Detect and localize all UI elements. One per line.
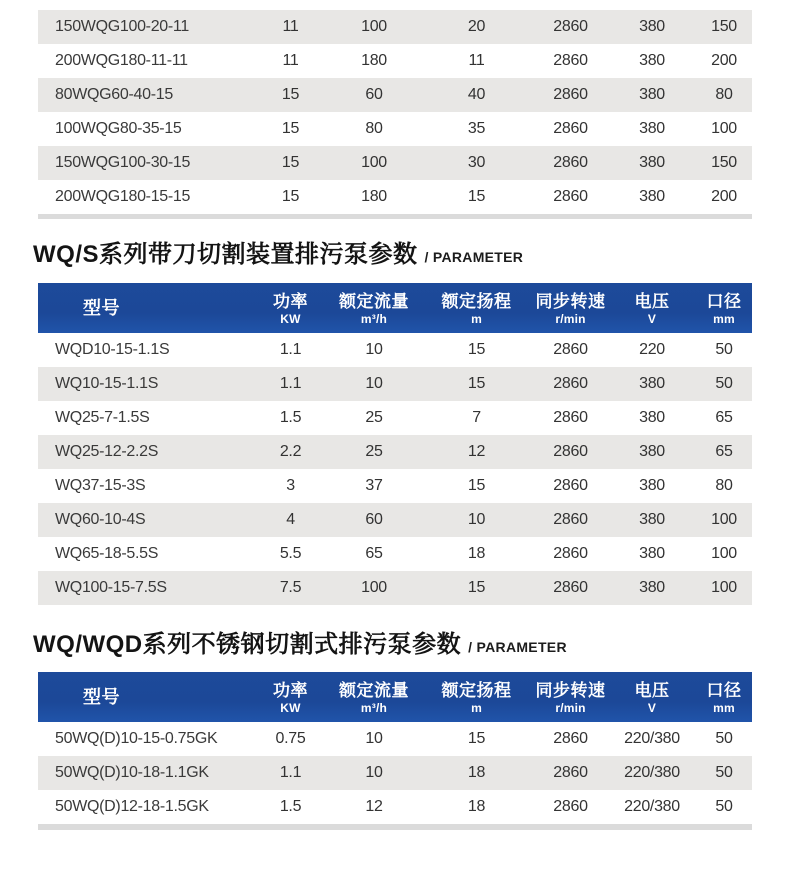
header-voltage-unit: V: [647, 311, 657, 326]
header-flow-label: 额定流量: [339, 680, 409, 700]
value-cell: 60: [365, 511, 383, 528]
header-diameter-unit: mm: [713, 311, 735, 326]
value-cell: 11: [282, 52, 299, 69]
value-cell: 100: [361, 154, 387, 171]
header-flow-unit: m³/h: [360, 311, 388, 326]
wqwqd-table-header: [38, 672, 752, 722]
header-speed-unit: r/min: [555, 700, 586, 715]
value-cell: 2860: [553, 188, 588, 205]
value-cell: 100: [711, 511, 737, 528]
header-power-unit: KW: [280, 311, 301, 326]
header-flow-label: 额定流量: [339, 291, 409, 311]
header-head-unit: m: [471, 311, 482, 326]
value-cell: 80: [715, 86, 733, 103]
table-row: [38, 722, 752, 756]
header-diameter-unit: mm: [713, 700, 735, 715]
value-cell: 15: [281, 86, 300, 103]
value-cell: 1.1: [279, 341, 302, 358]
model-cell: 50WQ(D)10-18-1.1GK: [55, 764, 209, 781]
value-cell: 100: [711, 120, 737, 137]
value-cell: 150: [711, 18, 737, 35]
value-cell: 65: [365, 545, 383, 562]
value-cell: 2860: [553, 341, 588, 358]
header-speed-label: 同步转速: [535, 680, 606, 700]
table-row: [38, 790, 752, 824]
value-cell: 15: [281, 154, 300, 171]
table-row: [38, 78, 752, 112]
header-diameter-label: 口径: [706, 680, 742, 700]
table-row: [38, 333, 752, 367]
value-cell: 380: [639, 86, 665, 103]
value-cell: 15: [467, 375, 486, 392]
header-model-label: 型号: [83, 687, 120, 707]
header-model-column: [38, 283, 253, 333]
value-cell: 2860: [553, 579, 588, 596]
value-cell: 380: [639, 52, 665, 69]
value-cell: 2860: [553, 764, 588, 781]
value-cell: 220/380: [624, 798, 680, 815]
value-cell: 2860: [553, 18, 588, 35]
model-cell: 200WQG180-15-15: [55, 188, 191, 205]
header-diameter-label: 口径: [706, 291, 742, 311]
value-cell: 20: [467, 18, 486, 35]
value-cell: 15: [467, 477, 486, 494]
table-row: [38, 367, 752, 401]
value-cell: 220/380: [624, 730, 680, 747]
table-row: [38, 469, 752, 503]
model-cell: WQ37-15-3S: [55, 477, 146, 494]
value-cell: 220: [639, 341, 665, 358]
value-cell: 2.2: [279, 443, 302, 460]
value-cell: 100: [361, 18, 387, 35]
header-head-unit: m: [471, 700, 482, 715]
value-cell: 100: [361, 579, 387, 596]
header-diameter-column: [696, 672, 752, 722]
value-cell: 2860: [553, 477, 588, 494]
value-cell: 380: [639, 579, 665, 596]
value-cell: 10: [365, 375, 383, 392]
table-row: [38, 146, 752, 180]
wqg-table-body: [38, 10, 752, 214]
value-cell: 80: [715, 477, 733, 494]
wqwqd-parameter-table: [38, 722, 752, 824]
value-cell: 1.1: [279, 764, 302, 781]
value-cell: 12: [365, 798, 383, 815]
table-row: [38, 10, 752, 44]
value-cell: 18: [467, 798, 486, 815]
value-cell: 50: [715, 764, 733, 781]
wqs-table-body: [38, 333, 752, 605]
value-cell: 2860: [553, 154, 588, 171]
value-cell: 25: [365, 409, 383, 426]
header-speed-unit: r/min: [555, 311, 586, 326]
model-cell: WQ25-7-1.5S: [55, 409, 150, 426]
value-cell: 4: [286, 511, 295, 528]
header-flow-unit: m³/h: [360, 700, 388, 715]
value-cell: 11: [282, 18, 299, 35]
table-row: [38, 180, 752, 214]
value-cell: 7.5: [279, 579, 302, 596]
table-row: [38, 756, 752, 790]
header-voltage-label: 电压: [634, 291, 670, 311]
table-row: [38, 571, 752, 605]
value-cell: 380: [639, 409, 665, 426]
header-power-column: [253, 672, 328, 722]
value-cell: 380: [639, 154, 665, 171]
model-cell: 100WQG80-35-15: [55, 120, 182, 137]
value-cell: 200: [711, 188, 737, 205]
value-cell: 30: [467, 154, 486, 171]
value-cell: 2860: [553, 375, 588, 392]
value-cell: 60: [365, 86, 383, 103]
header-model-column: [38, 672, 253, 722]
value-cell: 380: [639, 18, 665, 35]
wqg-parameter-table: [38, 10, 752, 214]
table-row: [38, 503, 752, 537]
header-head-column: [420, 283, 533, 333]
section-divider: [38, 214, 752, 219]
model-cell: 80WQG60-40-15: [55, 86, 173, 103]
value-cell: 150: [711, 154, 737, 171]
section-title-text: WQ/S系列带刀切割装置排污泵参数: [33, 241, 418, 268]
table-row: [38, 44, 752, 78]
header-model-label: 型号: [83, 298, 120, 318]
header-voltage-unit: V: [647, 700, 657, 715]
wqs-section-title: [33, 240, 790, 270]
header-voltage-label: 电压: [634, 680, 670, 700]
value-cell: 200: [711, 52, 737, 69]
value-cell: 100: [711, 545, 737, 562]
value-cell: 380: [639, 477, 665, 494]
wqwqd-section-title: [33, 630, 790, 660]
value-cell: 180: [361, 188, 387, 205]
value-cell: 2860: [553, 120, 588, 137]
header-flow-column: [328, 672, 420, 722]
header-power-unit: KW: [280, 700, 301, 715]
value-cell: 1.1: [279, 375, 302, 392]
header-voltage-column: [608, 283, 696, 333]
section-title-parameter-label: / PARAMETER: [468, 639, 567, 655]
value-cell: 220/380: [624, 764, 680, 781]
value-cell: 65: [715, 409, 733, 426]
header-voltage-column: [608, 672, 696, 722]
value-cell: 0.75: [275, 730, 306, 747]
value-cell: 37: [365, 477, 383, 494]
value-cell: 40: [467, 86, 486, 103]
header-speed-label: 同步转速: [535, 291, 606, 311]
model-cell: WQ100-15-7.5S: [55, 579, 167, 596]
value-cell: 2860: [553, 545, 588, 562]
header-power-column: [253, 283, 328, 333]
value-cell: 1.5: [279, 798, 302, 815]
table-row: [38, 435, 752, 469]
value-cell: 380: [639, 545, 665, 562]
header-flow-column: [328, 283, 420, 333]
model-cell: 200WQG180-11-11: [55, 52, 188, 69]
value-cell: 50: [715, 798, 733, 815]
value-cell: 15: [467, 730, 486, 747]
header-head-label: 额定扬程: [441, 291, 512, 311]
value-cell: 380: [639, 375, 665, 392]
value-cell: 15: [467, 579, 486, 596]
value-cell: 18: [467, 764, 486, 781]
value-cell: 380: [639, 188, 665, 205]
model-cell: WQD10-15-1.1S: [55, 341, 170, 358]
value-cell: 10: [365, 764, 383, 781]
value-cell: 2860: [553, 409, 588, 426]
model-cell: WQ60-10-4S: [55, 511, 146, 528]
value-cell: 380: [639, 443, 665, 460]
value-cell: 5.5: [279, 545, 302, 562]
top-clipped-row: [0, 0, 790, 10]
value-cell: 12: [467, 443, 486, 460]
header-head-column: [420, 672, 533, 722]
table-row: [38, 401, 752, 435]
header-power-label: 功率: [273, 291, 308, 311]
header-speed-column: [533, 672, 608, 722]
value-cell: 18: [467, 545, 486, 562]
value-cell: 15: [467, 341, 486, 358]
header-speed-column: [533, 283, 608, 333]
wqwqd-table-body: [38, 722, 752, 824]
value-cell: 2860: [553, 511, 588, 528]
value-cell: 15: [281, 120, 300, 137]
model-cell: 50WQ(D)12-18-1.5GK: [55, 798, 209, 815]
value-cell: 2860: [553, 52, 588, 69]
value-cell: 2860: [553, 443, 588, 460]
value-cell: 15: [467, 188, 486, 205]
model-cell: 150WQG100-30-15: [55, 154, 191, 171]
model-cell: 50WQ(D)10-15-0.75GK: [55, 730, 218, 747]
table-row: [38, 112, 752, 146]
value-cell: 50: [715, 341, 733, 358]
value-cell: 50: [715, 375, 733, 392]
value-cell: 25: [365, 443, 383, 460]
model-cell: WQ65-18-5.5S: [55, 545, 159, 562]
value-cell: 80: [365, 120, 383, 137]
header-diameter-column: [696, 283, 752, 333]
header-head-label: 额定扬程: [441, 680, 512, 700]
value-cell: 2860: [553, 730, 588, 747]
value-cell: 2860: [553, 798, 588, 815]
section-title-text: WQ/WQD系列不锈钢切割式排污泵参数: [33, 631, 462, 658]
table-row: [38, 537, 752, 571]
value-cell: 7: [472, 409, 481, 426]
model-cell: WQ10-15-1.1S: [55, 375, 159, 392]
wqs-parameter-table: [38, 333, 752, 605]
value-cell: 380: [639, 120, 665, 137]
value-cell: 1.5: [279, 409, 302, 426]
value-cell: 50: [715, 730, 733, 747]
value-cell: 2860: [553, 86, 588, 103]
value-cell: 180: [361, 52, 387, 69]
value-cell: 35: [467, 120, 486, 137]
value-cell: 3: [286, 477, 295, 494]
value-cell: 100: [711, 579, 737, 596]
value-cell: 10: [365, 341, 383, 358]
value-cell: 10: [365, 730, 383, 747]
wqs-table-header: [38, 283, 752, 333]
model-cell: WQ25-12-2.2S: [55, 443, 159, 460]
value-cell: 10: [467, 511, 486, 528]
value-cell: 65: [715, 443, 733, 460]
value-cell: 15: [281, 188, 300, 205]
page-bottom-divider: [38, 824, 752, 830]
value-cell: 380: [639, 511, 665, 528]
section-title-parameter-label: / PARAMETER: [424, 249, 524, 265]
value-cell: 11: [468, 52, 485, 69]
model-cell: 150WQG100-20-11: [55, 18, 189, 35]
header-power-label: 功率: [273, 680, 308, 700]
